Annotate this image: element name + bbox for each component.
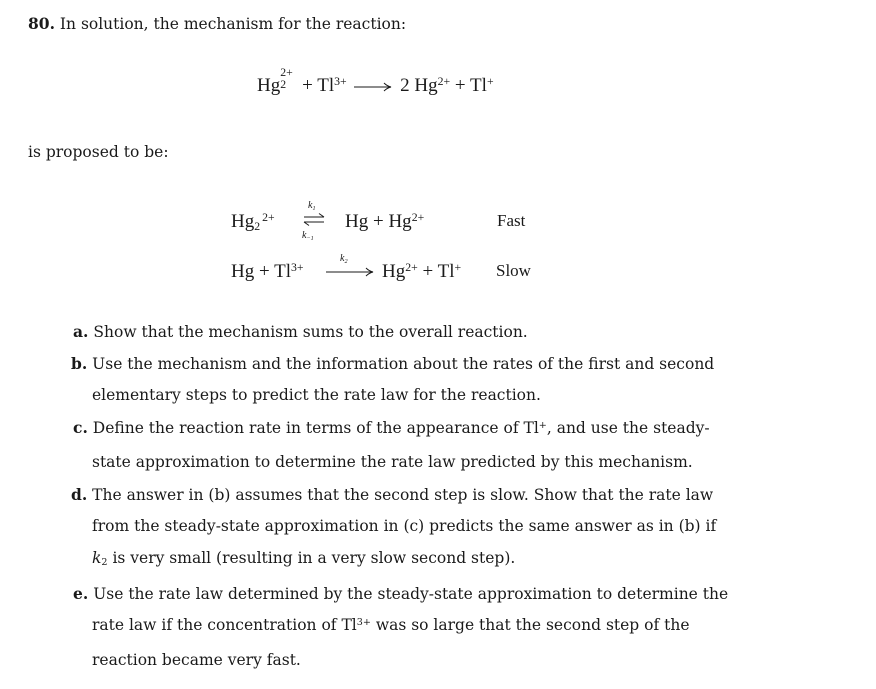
step2-product-2: Tl	[437, 261, 455, 282]
step1-reactant-subscript: 2	[254, 219, 261, 233]
step1-k-forward-symbol: k	[308, 200, 313, 211]
part-c-letter: c.	[73, 418, 88, 437]
step2-reactant-1: Hg	[231, 261, 255, 282]
overall-product-1: 2 Hg	[400, 75, 438, 96]
step2-products	[382, 261, 461, 283]
overall-plus-2: +	[454, 75, 466, 96]
step2-reactant-2-charge: 3+	[291, 260, 304, 274]
step1-product-1: Hg	[345, 211, 369, 232]
overall-product-2: Tl	[470, 75, 487, 96]
step2-product-1: Hg	[382, 261, 406, 282]
step2-product-1-charge: 2+	[405, 260, 418, 274]
part-d-k-symbol: k	[92, 549, 102, 567]
step1-reactant	[231, 211, 275, 233]
overall-reactant-1: Hg	[257, 75, 281, 96]
part-c	[73, 418, 710, 437]
part-d-line-2: from the steady-state approximation in (c) predicts the same answer as in (b) if	[92, 517, 717, 535]
step2-k	[340, 253, 348, 264]
step1-speed: Fast	[497, 211, 526, 230]
step2-reactant-2: Tl	[274, 261, 292, 282]
step2-reactants	[231, 261, 304, 283]
overall-reactant-2: Tl	[317, 75, 335, 96]
part-d-k-subscript: 2	[101, 557, 108, 569]
part-c-line-2: state approximation to determine the rate law predicted by this mechanism.	[92, 453, 693, 471]
part-b-line-2: elementary steps to predict the rate law for the reaction.	[92, 386, 541, 404]
step1-products	[345, 211, 424, 233]
part-e-line-2	[92, 616, 690, 634]
part-a	[73, 322, 528, 341]
step1-k-reverse	[302, 230, 314, 241]
part-d-letter: d.	[71, 485, 88, 504]
overall-reaction	[257, 65, 494, 97]
step1-reactant-charge: 2+	[262, 210, 275, 224]
part-d-line-1: The answer in (b) assumes that the second step is slow. Show that the rate law	[92, 486, 714, 504]
part-e-line-2-end: was so large that the second step of the	[370, 616, 690, 634]
step2-plus-2: +	[422, 261, 434, 282]
step1-k-forward-subscript: 1	[312, 204, 316, 212]
part-d	[71, 485, 713, 504]
proposed-text: is proposed to be:	[28, 143, 169, 161]
part-c-line-1: Define the reaction rate in terms of the appearance of Tl	[92, 419, 539, 437]
step1-reactant-symbol: Hg	[231, 211, 255, 232]
part-e-line-1: Use the rate law determined by the steady-state approximation to determine the	[93, 585, 729, 603]
step2-reaction-arrow-icon	[325, 266, 375, 278]
overall-reactant-1-charge: 2+	[280, 65, 293, 79]
step1-k-reverse-symbol: k	[302, 230, 307, 241]
problem-number: 80.	[28, 14, 55, 33]
step1-k-reverse-subscript: −1	[306, 234, 314, 242]
problem-intro: In solution, the mechanism for the reaction:	[59, 15, 407, 33]
equilibrium-arrow-icon	[302, 213, 326, 227]
step1-product-2: Hg	[388, 211, 412, 232]
overall-reaction-arrow-icon	[353, 81, 393, 93]
part-b-letter: b.	[71, 354, 88, 373]
overall-reactant-1-subscript: 2	[280, 78, 287, 92]
part-e-letter: e.	[73, 584, 89, 603]
step2-speed: Slow	[496, 261, 531, 280]
part-e	[73, 584, 728, 603]
part-b	[71, 354, 714, 373]
part-c-tl-charge: +	[538, 419, 547, 431]
part-d-line-3	[92, 549, 515, 567]
step2-k-symbol: k	[340, 253, 345, 264]
part-a-text: Show that the mechanism sums to the overall reaction.	[93, 323, 528, 341]
overall-plus-1: +	[302, 75, 313, 96]
part-e-tl-charge: 3+	[356, 616, 371, 628]
step2-plus-1: +	[258, 261, 270, 282]
step2-k-subscript: 2	[344, 257, 348, 265]
part-e-line-3: reaction became very fast.	[92, 651, 301, 669]
step2-product-2-charge: +	[454, 260, 462, 274]
step1-product-2-charge: 2+	[411, 210, 425, 224]
step1-k-forward	[308, 200, 316, 211]
overall-reactant-2-charge: 3+	[334, 74, 347, 88]
part-c-line-1-end: , and use the steady-	[546, 419, 710, 437]
step1-plus: +	[372, 211, 384, 232]
part-b-line-1: Use the mechanism and the information about the rates of the first and second	[92, 355, 715, 373]
part-e-line-2-start: rate law if the concentration of Tl	[92, 616, 357, 634]
part-d-line-3-text: is very small (resulting in a very slow second step).	[107, 549, 516, 567]
problem-header	[28, 14, 406, 33]
overall-product-2-charge: +	[486, 74, 494, 88]
part-a-letter: a.	[73, 322, 89, 341]
overall-product-1-charge: 2+	[437, 74, 451, 88]
